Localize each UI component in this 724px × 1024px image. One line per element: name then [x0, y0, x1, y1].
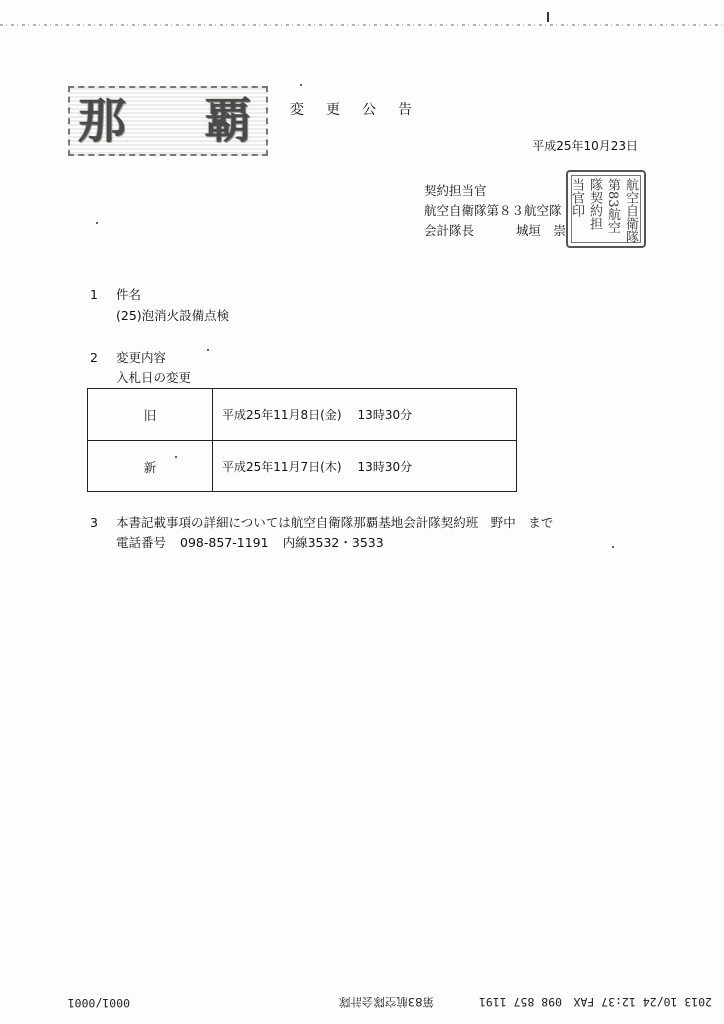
row-old-value — [222, 406, 412, 423]
change-subheading: 入札日の変更 — [116, 370, 192, 385]
section-3-number: 3 — [90, 515, 98, 530]
phone-extension: 内線3532・3533 — [282, 535, 384, 550]
section-2-number: 2 — [90, 350, 98, 365]
scan-speck — [300, 84, 302, 86]
issue-date: 平成25年10月23日 — [532, 139, 638, 153]
table-row-divider — [88, 440, 516, 441]
row-old-label: 旧 — [143, 408, 157, 423]
seal-text-col-4: 当官印 — [569, 178, 584, 217]
contact-line — [116, 533, 398, 551]
official-seal — [566, 170, 646, 248]
section-2-heading — [90, 348, 166, 366]
fax-timestamp: 2013 10/24 12:37 FAX 098 857 1191 — [478, 995, 712, 1009]
document-title: 変更公告 — [290, 102, 434, 118]
sender-officer-name: 城垣 崇 — [516, 223, 567, 238]
stamp-char-na: 那 — [78, 93, 127, 149]
section-2-title: 変更内容 — [116, 350, 167, 365]
seal-text-col-2: 第83航空 — [605, 178, 620, 234]
section-3-body: 本書記載事項の詳細については航空自衛隊那覇基地会計隊契約班 野中 まで — [116, 515, 554, 530]
phone-number: 098-857-1191 — [180, 535, 269, 550]
fax-sender: 第83航空隊会計隊 — [338, 995, 434, 1009]
section-1-heading — [90, 285, 141, 303]
fax-transmission-footer — [0, 990, 724, 1016]
sender-officer-title: 会計隊長 — [424, 223, 475, 238]
change-table — [87, 388, 517, 492]
naha-stamp — [68, 86, 268, 156]
new-date: 平成25年11月7日(木) — [222, 460, 342, 474]
scan-speck — [96, 222, 98, 224]
section-1-number: 1 — [90, 287, 98, 302]
section-3-text — [90, 513, 553, 531]
phone-label: 電話番号 — [116, 535, 167, 550]
old-time: 13時30分 — [357, 408, 413, 422]
row-new-value — [222, 458, 412, 475]
sender-block — [424, 181, 566, 241]
scan-mark — [547, 12, 549, 22]
stamp-char-ha: 覇 — [204, 93, 253, 149]
scan-speck — [207, 349, 209, 351]
table-column-divider — [212, 389, 213, 491]
subject-text: (25)泡消火設備点検 — [116, 308, 230, 323]
sender-unit: 航空自衛隊第８３航空隊 — [424, 203, 562, 218]
section-1-title: 件名 — [116, 287, 142, 302]
fax-page-count: 0001/0001 — [67, 996, 130, 1010]
new-time: 13時30分 — [357, 460, 413, 474]
scan-speck — [175, 456, 177, 458]
scan-speck — [612, 546, 614, 548]
sender-officer — [424, 221, 566, 241]
row-new-label: 新 — [143, 460, 157, 475]
scan-edge-line — [0, 24, 724, 26]
seal-text-col-3: 隊契約担 — [587, 178, 602, 230]
seal-text-col-1: 航空自衛隊 — [623, 178, 638, 243]
sender-role: 契約担当官 — [424, 183, 487, 198]
old-date: 平成25年11月8日(金) — [222, 408, 342, 422]
